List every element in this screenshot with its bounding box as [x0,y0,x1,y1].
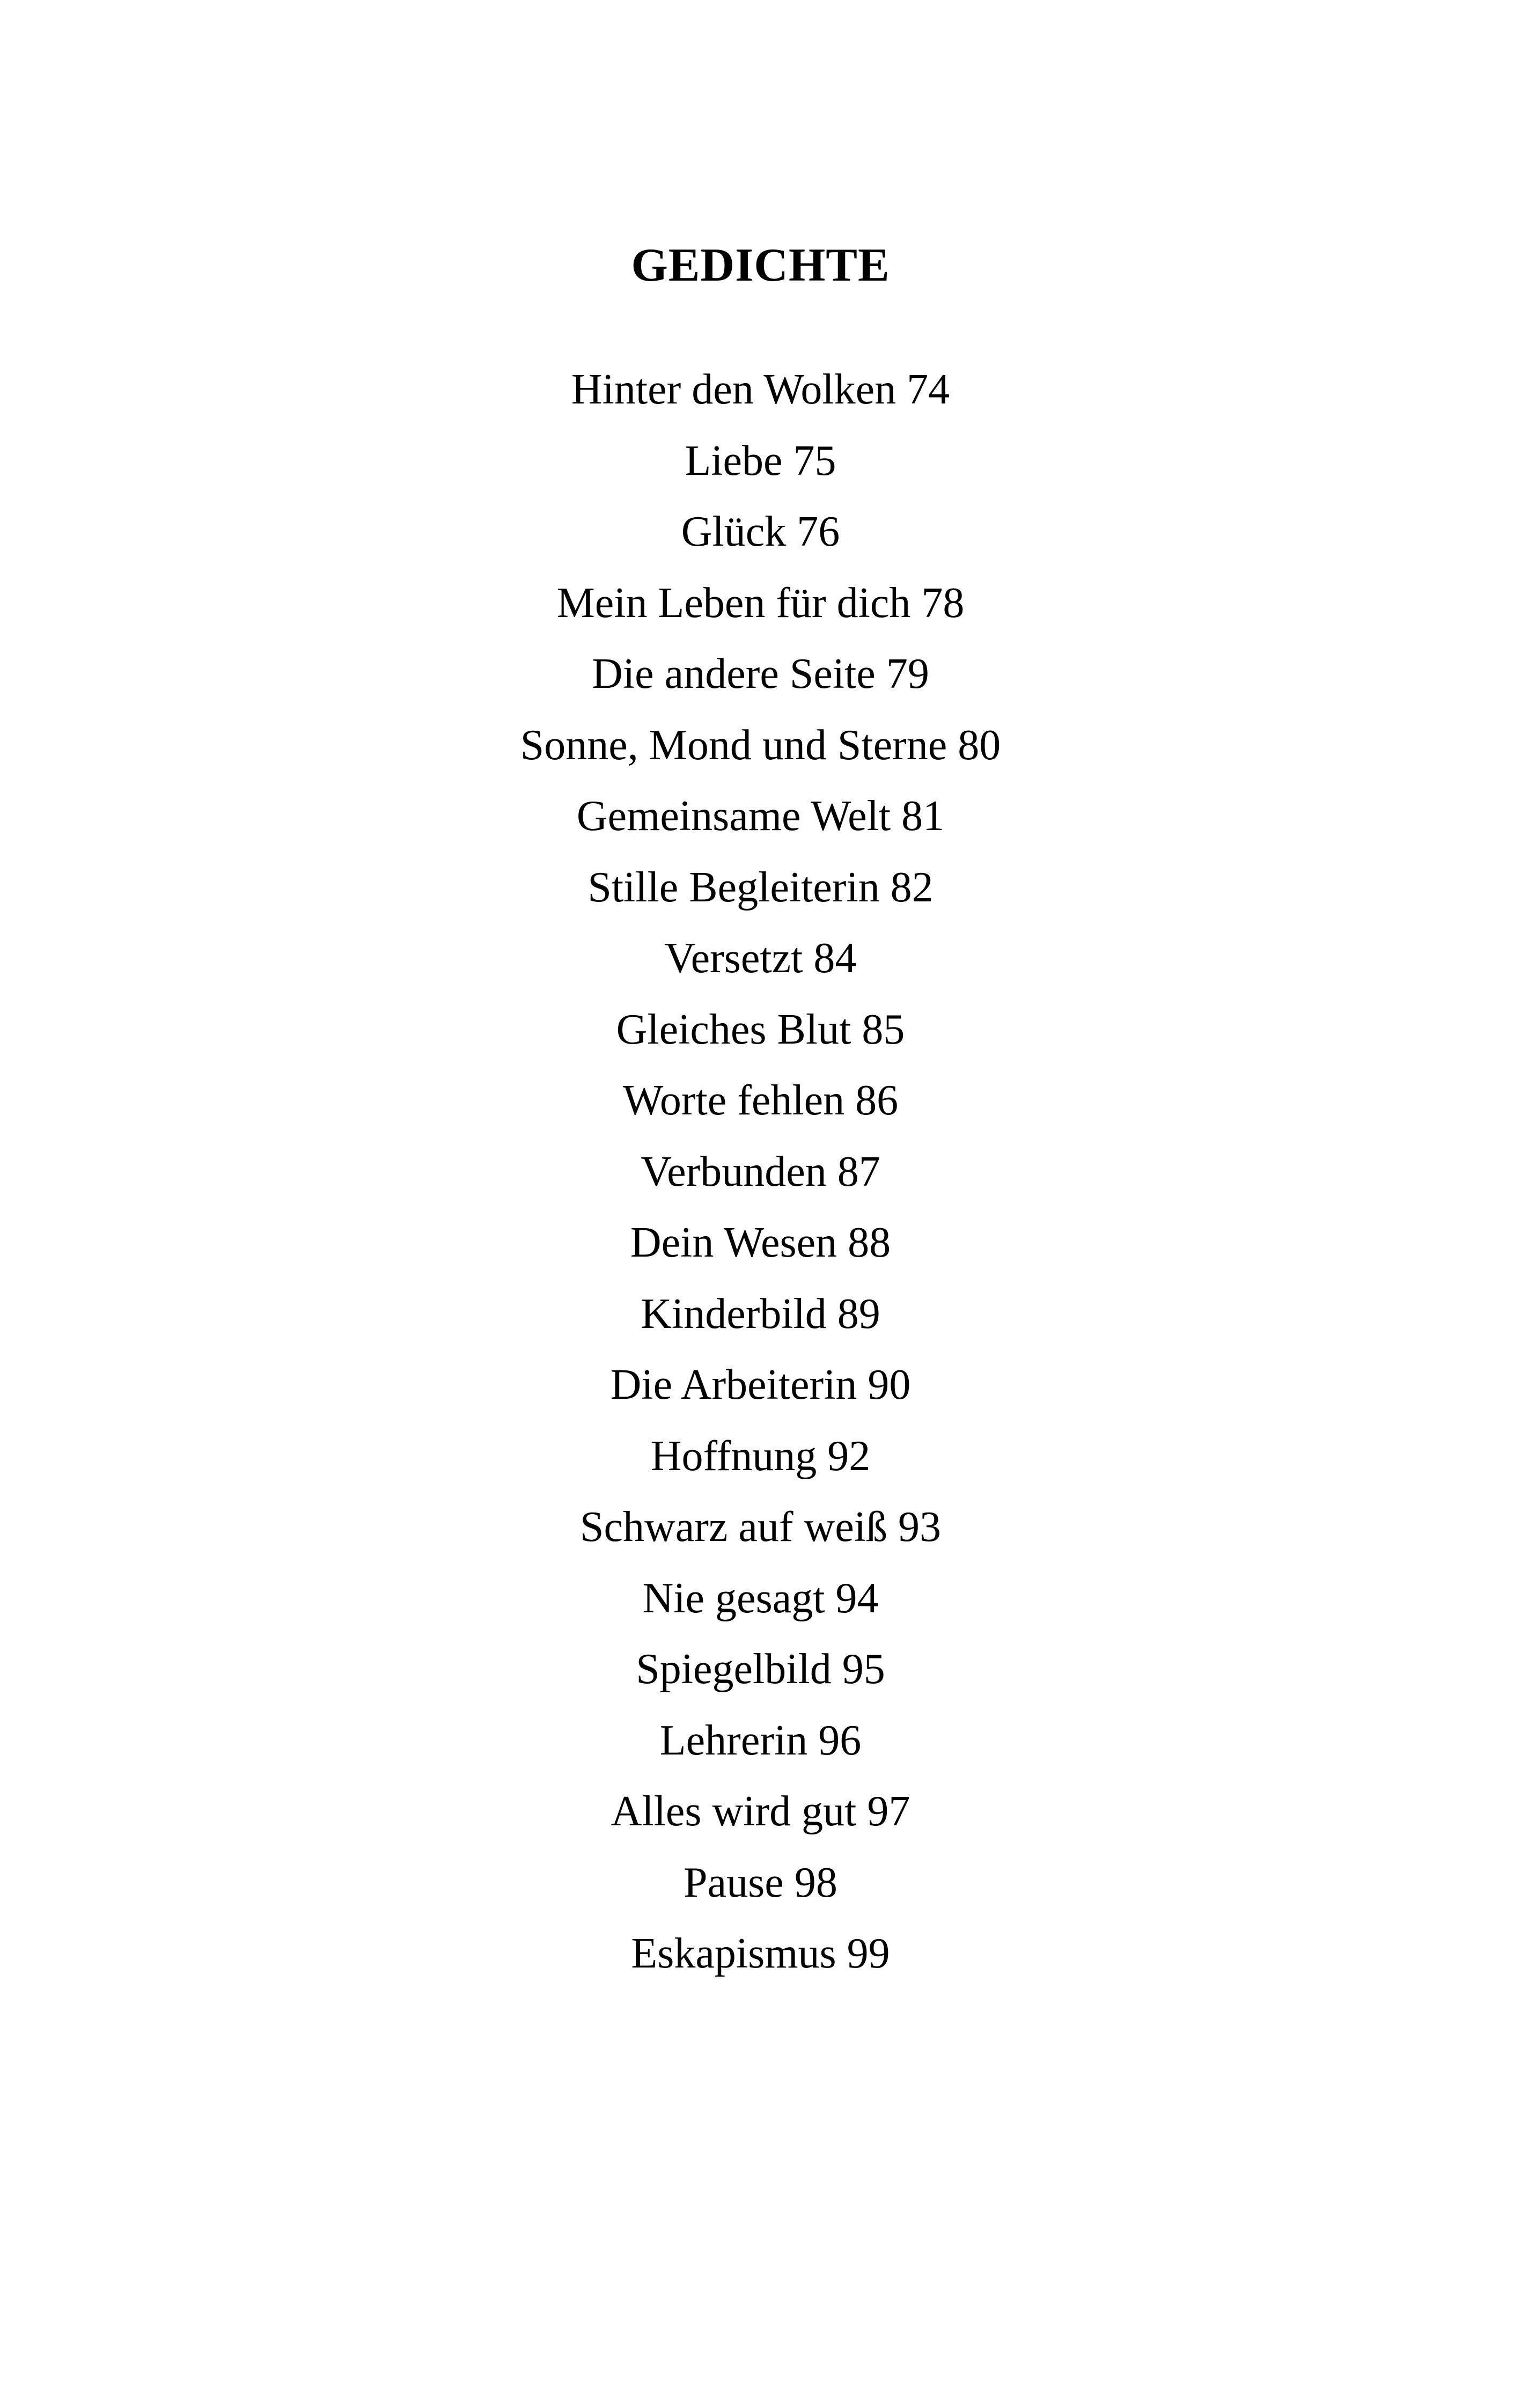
toc-entry-title: Liebe [685,437,783,484]
toc-entry [0,354,1521,425]
toc-entry-title: Stille Begleiterin [587,863,880,911]
toc-entry-page-number: 79 [886,650,929,698]
toc-entry-title: Alles wird gut [611,1788,857,1835]
toc-entry [0,1563,1521,1634]
toc-entry-title: Kinderbild [641,1290,827,1338]
toc-entry [0,1776,1521,1847]
toc-entry-page-number: 78 [921,579,965,627]
toc-entry [0,781,1521,852]
toc-entry-page-number: 85 [862,1005,905,1053]
toc-entry [0,923,1521,994]
toc-entry-page-number: 75 [793,437,836,484]
toc-entry [0,1421,1521,1492]
toc-entry-page-number: 87 [837,1148,880,1195]
toc-entry [0,994,1521,1066]
table-of-contents [0,354,1521,1989]
toc-entry-title: Versetzt [664,935,803,982]
toc-entry-page-number: 81 [901,792,945,840]
toc-entry [0,425,1521,497]
toc-entry-title: Die Arbeiterin [610,1361,857,1408]
toc-entry-title: Hoffnung [650,1432,817,1480]
toc-entry-title: Nie gesagt [642,1574,825,1622]
toc-entry-page-number: 93 [898,1503,942,1551]
toc-entry [0,568,1521,639]
toc-entry [0,1065,1521,1136]
toc-entry [0,1847,1521,1919]
toc-entry [0,1136,1521,1208]
toc-entry-page-number: 97 [867,1788,910,1835]
toc-entry-title: Glück [681,508,787,555]
toc-entry-page-number: 80 [958,721,1001,769]
toc-entry-page-number: 90 [868,1361,911,1408]
toc-entry [0,852,1521,923]
toc-entry-page-number: 92 [827,1432,871,1480]
toc-entry-title: Eskapismus [631,1930,836,1977]
toc-entry [0,1207,1521,1279]
toc-entry-page-number: 99 [847,1930,890,1977]
toc-entry [0,1492,1521,1563]
toc-entry-title: Pause [684,1859,784,1906]
toc-entry-title: Dein Wesen [630,1219,837,1266]
toc-entry-title: Worte fehlen [622,1077,845,1124]
toc-entry-page-number: 74 [907,366,950,413]
toc-entry-page-number: 82 [890,863,934,911]
toc-entry-page-number: 95 [842,1646,885,1693]
toc-entry [0,496,1521,568]
toc-entry-page-number: 88 [848,1219,891,1266]
toc-entry-page-number: 98 [794,1859,837,1906]
toc-entry-page-number: 76 [797,508,840,555]
toc-entry-title: Mein Leben für dich [556,579,911,627]
toc-entry-title: Lehrerin [659,1716,808,1764]
toc-entry-title: Schwarz auf weiß [579,1503,888,1551]
toc-entry-page-number: 94 [835,1574,879,1622]
toc-entry-title: Hinter den Wolken [571,366,897,413]
toc-entry [0,1918,1521,1989]
toc-entry-page-number: 84 [813,935,857,982]
toc-entry-title: Sonne, Mond und Sterne [520,721,947,769]
toc-entry-title: Spiegelbild [636,1646,832,1693]
toc-entry [0,710,1521,781]
toc-entry-page-number: 89 [837,1290,880,1338]
toc-entry-page-number: 96 [818,1716,862,1764]
toc-entry [0,1349,1521,1421]
toc-entry-title: Verbunden [641,1148,827,1195]
toc-entry [0,1634,1521,1705]
toc-entry-title: Die andere Seite [592,650,876,698]
section-heading: GEDICHTE [631,239,890,291]
toc-entry [0,1279,1521,1350]
toc-entry-page-number: 86 [855,1077,899,1124]
toc-entry-title: Gemeinsame Welt [576,792,891,840]
toc-entry [0,638,1521,710]
toc-entry-title: Gleiches Blut [616,1005,851,1053]
toc-entry [0,1705,1521,1776]
